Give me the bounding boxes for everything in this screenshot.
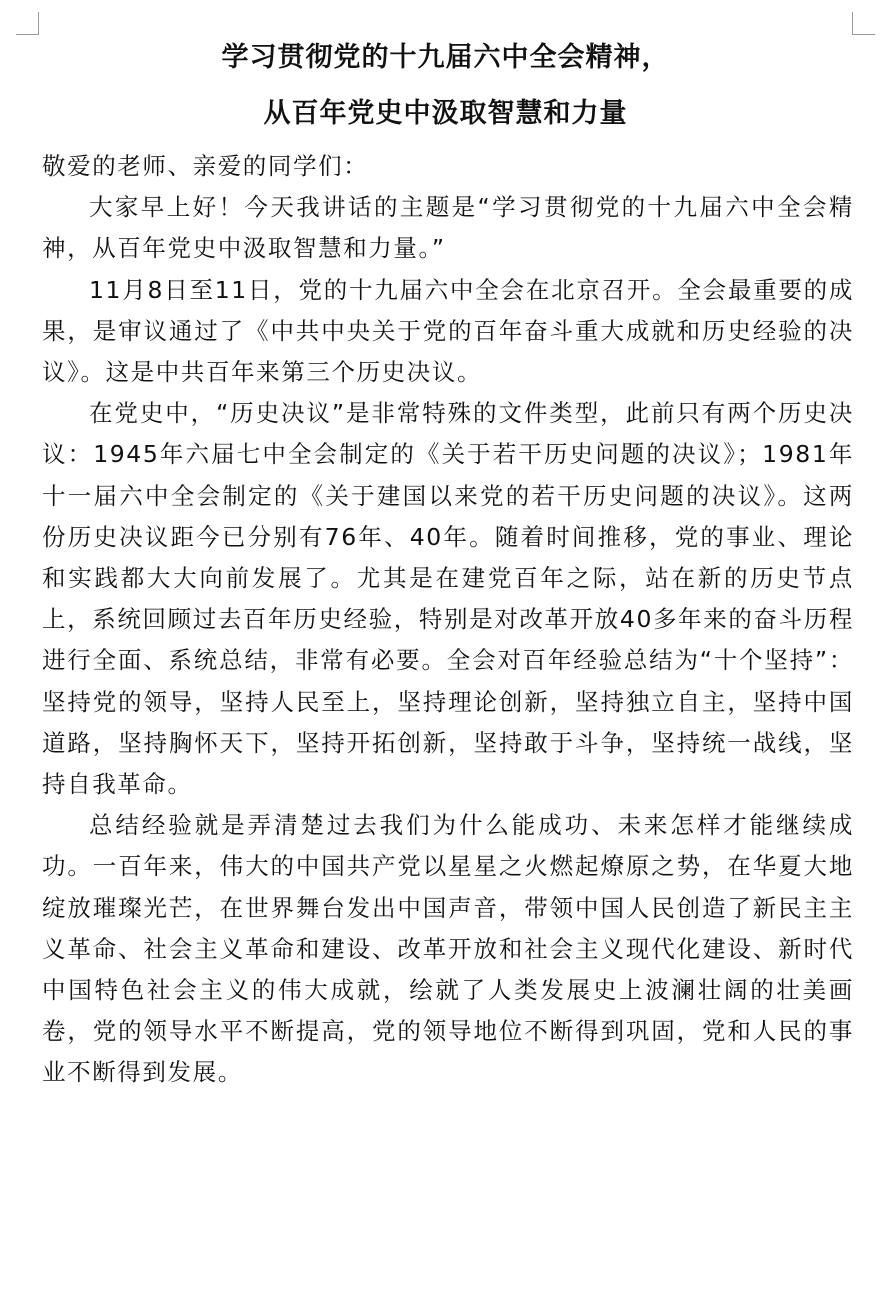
salutation: 敬爱的老师、亲爱的同学们：: [42, 152, 369, 180]
paragraph-greeting: 大家早上好！今天我讲话的主题是“学习贯彻党的十九届六中全会精神，从百年党史中汲取智慧和力量。”: [42, 193, 854, 263]
paragraph-historical-resolutions: 在党史中，“历史决议”是非常特殊的文件类型，此前只有两个历史决议：1945年六届七中全会制定的《关于若干历史问题的决议》；1981年十一届六中全会制定的《关于建国以来党的若干历史问题的决议》。这两份历史决议距今已分别有76年、40年。随着时间推移，党的事业、理论和实践都大大向前发展了。尤其是在建党百年之际，站在新的历史节点上，系统回顾过去百年历史经验，特别是对改革开放40多年来的奋斗历程进行全面、系统总结，非常有必要。全会对百年经验总结为“十个坚持”：坚持党的领导，坚持人民至上，坚持理论创新，坚持独立自主，坚持中国道路，坚持胸怀天下，坚持开拓创新，坚持敢于斗争，坚持统一战线，坚持自我革命。: [42, 399, 854, 799]
document-title-line-1: 学习贯彻党的十九届六中全会精神，: [221, 42, 670, 73]
paragraph-summary-experience: 总结经验就是弄清楚过去我们为什么能成功、未来怎样才能继续成功。一百年来，伟大的中国共产党以星星之火燃起燎原之势，在华夏大地绽放璀璨光芒，在世界舞台发出中国声音，带领中国人民创造了新民主主义革命、社会主义革命和建设、改革开放和社会主义现代化建设、新时代中国特色社会主义的伟大成就，绘就了人类发展史上波澜壮阔的壮美画卷，党的领导水平不断提高，党的领导地位不断得到巩固，党和人民的事业不断得到发展。: [42, 811, 854, 1087]
document-title-line-2: 从百年党史中汲取智慧和力量: [263, 98, 628, 129]
crop-mark-top-left: [16, 12, 39, 35]
document-body: [42, 146, 854, 1094]
crop-mark-top-right: [852, 12, 875, 35]
paragraph-plenum-session: 11月8日至11日，党的十九届六中全会在北京召开。全会最重要的成果，是审议通过了《中共中央关于党的百年奋斗重大成就和历史经验的决议》。这是中共百年来第三个历史决议。: [42, 275, 854, 387]
